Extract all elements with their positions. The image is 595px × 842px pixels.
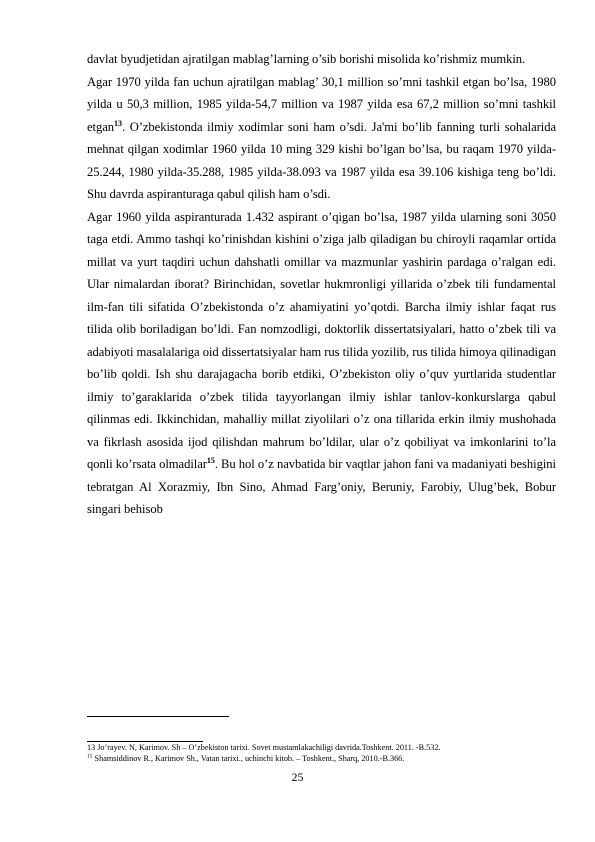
paragraph-3-text-a: Agar 1960 yilda aspiranturada 1.432 aspirant o’qigan bo’lsa, 1987 yilda ularning soni 3050 taga etdi. Ammo tashqi ko’rinishdan kishini o’ziga jalb qiladigan bu chiroyli raqamlar ortida millat va yurt taqdiri uchun dahshatli omillar va mazmunlar yashirin pardaga o’ralgan edi. Ular nimalardan iborat? Birinchidan, sovetlar hukmronligi yillarida o’zbek tili fundamental ilm-fan tili sifatida O’zbekistonda o’z ahamiyatini yo’qotdi. Barcha ilmiy ishlar faqat rus tilida olib boriladigan bo’ldi. Fan nomzodligi, doktorlik dissertatsiyalari, hatto o’zbek tili va adabiyoti masalalariga oid dissertatsiyalar ham rus tilida yozilib, rus tilida himoya qilinadigan bo’lib qoldi. Ish shu darajagacha borib etdiki, O’zbekiston oliy o’quv yurtlarida studentlar ilmiy to’garaklarida o’zbek tilida tayyorlangan ilmiy ishlar tanlov-konkurslarga qabul qilinmas edi. Ikkinchidan, mahalliy millat ziyolilari o’z ona tillarida erkin ilmiy mushohada va fikrlash asosida ijod qilishdan mahrum bo’ldilar, ular o’z qobiliyat va imkonlarini to’la qonli ko’rsata olmadilar [87,209,556,471]
paragraph-3 [87,206,556,521]
footnote-ref-13[interactable]: 13 [114,118,122,128]
paragraph-2-text-b: . O’zbekistonda ilmiy xodimlar soni ham o’sdi. Ja'mi bo’lib fanning turli sohalarida mehnat qilgan xodimlar 1960 yilda 10 ming 329 kishi bo’lgan bo’lsa, bu raqam 1970 yilda-25.244, 1980 yilda-35.288, 1985 yilda-38.093 va 1987 yilda esa 39.106 kishiga teng bo’ldi. Shu davrda aspiranturaga qabul qilish ham o’sdi. [87,119,556,201]
paragraph-1 [87,48,556,71]
footnote-13 [87,742,557,753]
footnote-15-mark: 15 [87,753,93,760]
paragraph-2-text-a: Agar 1970 yilda fan uchun ajratilgan mablag’ 30,1 million so’mni tashkil etgan bo’lsa, 1980 yilda u 50,3 million, 1985 yilda-54,7 million va 1987 yilda esa 67,2 million so’mni tashkil etgan [87,74,556,134]
page-body [87,48,556,521]
paragraph-3-text-b: . Bu hol o’z navbatida bir vaqtlar jahon fani va madaniyati beshigini tebratgan Al Xorazmiy, Ibn Sino, Ahmad Farg’oniy, Beruniy, Farobiy, Ulug’bek, Bobur singari behisob [87,457,556,516]
paragraph-1-text: davlat byudjetidan ajratilgan mablag’larning o’sib borishi misolida ko’rishmiz mumkin. [87,52,526,66]
footnotes [87,742,557,764]
footnote-13-text: 13 Jo’rayev. N, Karimov. Sh – O’zbekiston tarixi. Sovet mustamlakachiligi davrida.Toshkent. 2011. -B.532. [87,743,441,752]
footnote-ref-15[interactable]: 15 [206,455,215,465]
paragraph-2 [87,71,556,206]
footnote-15 [87,753,557,764]
body-end-divider [87,716,229,717]
footnote-15-text: Shamsiddinov R., Karimov Sh., Vatan tarixi., uchinchi kitob. – Toshkent., Sharq, 2010.-B.366. [92,754,405,763]
page-number: 25 [291,770,304,784]
